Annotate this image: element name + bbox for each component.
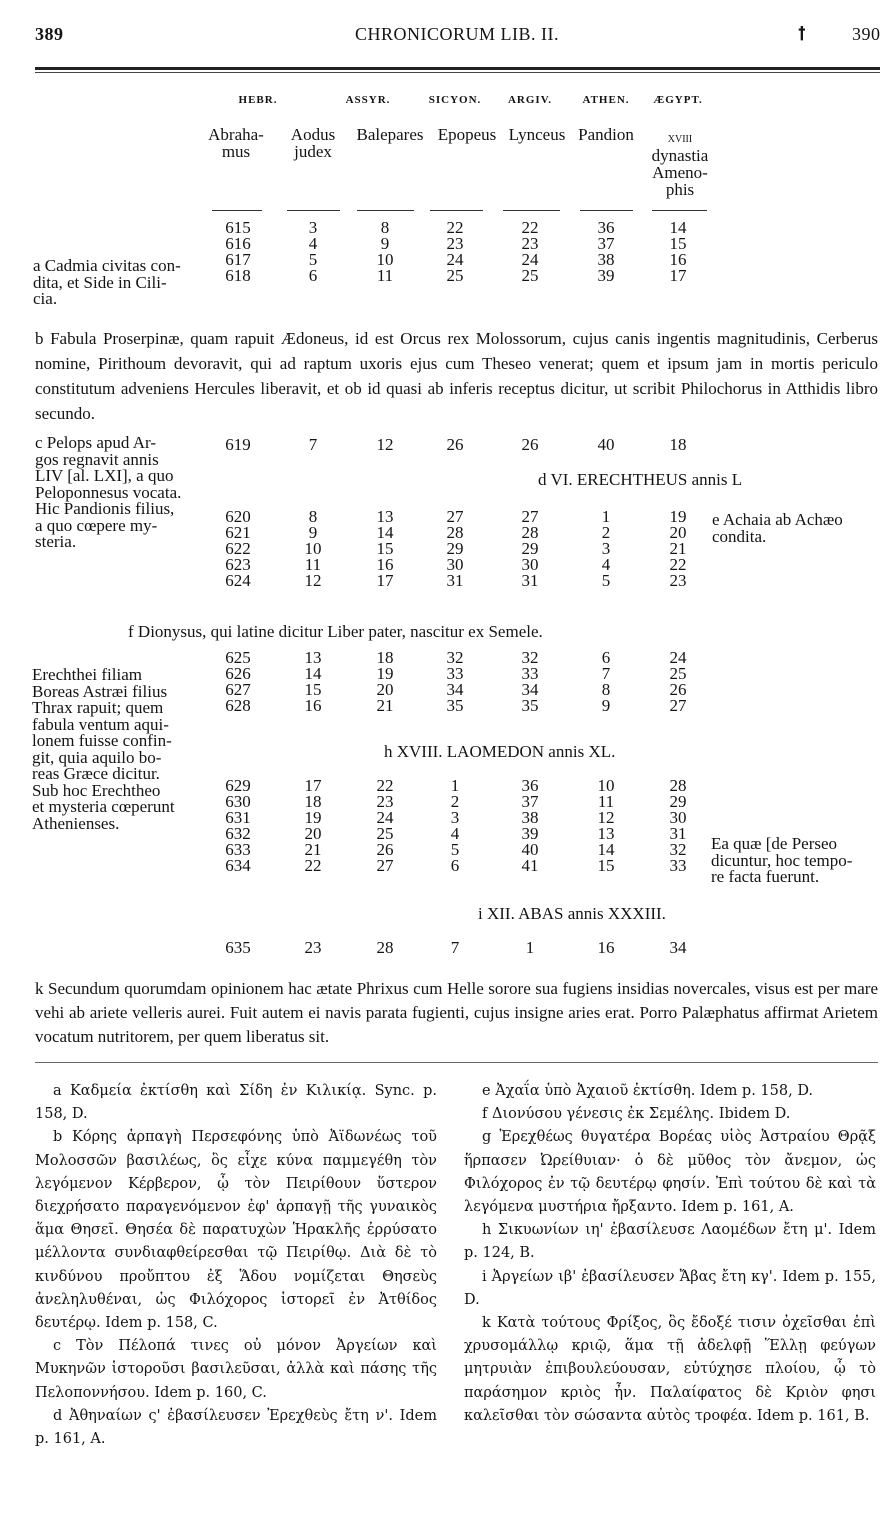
table-cell: 8 — [601, 680, 611, 699]
table-cell: 26 — [669, 680, 687, 699]
table-cell: 41 — [521, 856, 539, 875]
footnote-d: d Ἀθηναίων ς' ἐβασίλευσεν Ἐρεχθεὺς ἔτη ν'. Idem p. 161, A. — [35, 1407, 437, 1448]
table-cell: 16 — [669, 250, 687, 269]
table-cell: 10 — [597, 776, 615, 795]
table-cell: 37 — [597, 234, 615, 253]
table-cell: 17 — [304, 776, 322, 795]
column-underline — [652, 210, 707, 211]
table-cell: 20 — [304, 824, 322, 843]
table-cell: 1 — [601, 507, 611, 526]
table-cell: 20 — [376, 680, 394, 699]
column-underline — [430, 210, 483, 211]
table-cell: 13 — [376, 507, 394, 526]
table-cell: 28 — [521, 523, 539, 542]
table-cell: 34 — [521, 680, 539, 699]
table-cell: 621 — [225, 523, 251, 542]
table-cell: 625 — [225, 648, 251, 667]
side-note-perseus: Ea quæ [de Perseo dicuntur, hoc tempo- re facta fuerunt. — [711, 834, 853, 886]
table-cell: 6 — [601, 648, 611, 667]
table-cell: 17 — [376, 571, 394, 590]
king-name: Aodus judex — [290, 125, 336, 161]
table-cell: 7 — [450, 938, 460, 957]
reign-erechtheus: d VI. ERECHTHEUS annis L — [538, 470, 743, 489]
table-cell: 32 — [669, 840, 687, 859]
table-cell: 633 — [225, 840, 251, 859]
table-cell: 29 — [521, 539, 539, 558]
table-cell: 15 — [304, 680, 322, 699]
table-cell: 615 — [225, 218, 251, 237]
table-cell: 2 — [450, 792, 460, 811]
table-cell: 634 — [225, 856, 251, 875]
table-cell: 16 — [597, 938, 615, 957]
table-cell: 7 — [601, 664, 611, 683]
king-name: Pandion — [578, 125, 634, 144]
table-cell: 33 — [446, 664, 464, 683]
table-cell: 32 — [446, 648, 464, 667]
table-cell: 3 — [601, 539, 611, 558]
table-cell: 9 — [308, 523, 318, 542]
table-cell: 25 — [376, 824, 394, 843]
table-cell: 635 — [225, 938, 251, 957]
column-heading: SICYON. — [428, 94, 482, 106]
column-heading: ÆGYPT. — [653, 94, 703, 106]
table-cell: 3 — [450, 808, 460, 827]
table-cell: 19 — [304, 808, 322, 827]
footnotes-left — [35, 1080, 437, 1451]
table-cell: 23 — [669, 571, 687, 590]
table-cell: 27 — [376, 856, 394, 875]
table-cell: 27 — [446, 507, 464, 526]
footnote-f: f Διονύσου γένεσις ἐκ Σεμέλης. Ibidem D. — [482, 1106, 791, 1123]
table-cell: 8 — [380, 218, 390, 237]
table-cell: 13 — [304, 648, 322, 667]
table-cell: 4 — [308, 234, 318, 253]
table-cell: 7 — [308, 435, 318, 454]
table-cell: 3 — [308, 218, 318, 237]
table-cell: 11 — [376, 266, 394, 285]
table-cell: 36 — [597, 218, 615, 237]
table-cell: 22 — [521, 218, 539, 237]
table-cell: 626 — [225, 664, 251, 683]
table-cell: 14 — [597, 840, 615, 859]
table-cell: 36 — [521, 776, 539, 795]
table-cell: 21 — [304, 840, 322, 859]
table-cell: 19 — [376, 664, 394, 683]
table-cell: 623 — [225, 555, 251, 574]
table-cell: 617 — [225, 250, 251, 269]
footnote-k: k Κατὰ τούτους Φρίξος, ὃς ἔδοξέ τισιν ὀχεῖσθαι ἐπὶ χρυσομάλλῳ κριῷ, ἅμα τῇ ἀδελφῇ Ἕλλῃ φεύγων μητρυιὰν ἐπιβουλεύουσαν, εὐτύχησε πλοίου, ᾧ τὸ παράσημον κριὸς ἦν. Παλαίφατος δὲ Κριὸν φησι καλεῖσθαι τὸν σώσαντα αὐτὸς τροφέα. Idem p. 161, B. — [464, 1315, 876, 1424]
table-cell: 25 — [669, 664, 687, 683]
table-cell: 28 — [376, 938, 394, 957]
table-cell: 31 — [521, 571, 539, 590]
table-cell: 40 — [597, 435, 615, 454]
page-number-right: 390 — [852, 24, 881, 44]
table-cell: 630 — [225, 792, 251, 811]
table-cell: 21 — [669, 539, 687, 558]
table-cell: 23 — [376, 792, 394, 811]
column-heading: ASSYR. — [345, 94, 391, 106]
table-cell: 35 — [521, 696, 539, 715]
reign-laomedon: h XVIII. LAOMEDON annis XL. — [384, 742, 616, 761]
table-cell: 21 — [376, 696, 394, 715]
table-cell: 23 — [521, 234, 539, 253]
table-cell: 28 — [669, 776, 687, 795]
page-mark: ꝉ — [798, 24, 807, 44]
table-cell: 632 — [225, 824, 251, 843]
table-cell: 31 — [669, 824, 687, 843]
table-cell: 12 — [597, 808, 615, 827]
table-cell: 24 — [669, 648, 687, 667]
column-underline — [580, 210, 633, 211]
column-underline — [503, 210, 560, 211]
table-cell: 40 — [521, 840, 539, 859]
header-rule-thick — [35, 67, 880, 70]
table-cell: 31 — [446, 571, 464, 590]
header-rule-thin — [35, 72, 880, 73]
table-cell: 11 — [597, 792, 615, 811]
table-cell: 26 — [376, 840, 394, 859]
table-cell: 5 — [450, 840, 460, 859]
table-cell: 8 — [308, 507, 318, 526]
table-cell: 32 — [521, 648, 539, 667]
king-name: Balepares — [356, 125, 424, 144]
side-note-a: a Cadmia civitas con- dita, et Side in Cili- cia. — [33, 256, 181, 308]
footnote-h: h Σικυωνίων ιη' ἐβασίλευσε Λαομέδων ἔτη μ'. Idem p. 124, B. — [464, 1222, 876, 1262]
table-cell: 628 — [225, 696, 251, 715]
king-name: Epopeus — [437, 125, 497, 144]
table-cell: 14 — [304, 664, 322, 683]
table-cell: 629 — [225, 776, 251, 795]
table-cell: 23 — [304, 938, 322, 957]
column-underline — [357, 210, 414, 211]
column-heading: HEBR. — [238, 94, 278, 106]
table-cell: 22 — [304, 856, 322, 875]
footnote-rule — [35, 1062, 878, 1063]
table-cell: 16 — [304, 696, 322, 715]
table-cell: 12 — [376, 435, 394, 454]
paragraph-k: k Secundum quorumdam opinionem hac ætate Phrixus cum Helle sorore sua fugiens insidias novercales, visus est per mare vehi ab ariete velleris aurei. Fuit autem ei navis parata fugienti, cujus insigne aries erat. Porro Palæphatus affirmat Arietem vocatum nutritorem, per quem liberatus sit. — [35, 979, 878, 1046]
table-cell: 15 — [597, 856, 615, 875]
table-cell: 6 — [308, 266, 318, 285]
table-cell: 37 — [521, 792, 539, 811]
column-heading: ATHEN. — [582, 94, 630, 106]
table-cell: 22 — [376, 776, 394, 795]
king-name: xviii dynastia Ameno- phis — [651, 131, 709, 199]
table-cell: 26 — [446, 435, 464, 454]
table-cell: 624 — [225, 571, 251, 590]
table-cell: 27 — [669, 696, 687, 715]
table-cell: 10 — [376, 250, 394, 269]
page-number-left: 389 — [35, 24, 64, 44]
running-title: CHRONICORUM LIB. II. — [355, 24, 560, 44]
table-cell: 34 — [669, 938, 687, 957]
table-cell: 1 — [525, 938, 535, 957]
table-cell: 620 — [225, 507, 251, 526]
table-cell: 30 — [446, 555, 464, 574]
table-cell: 5 — [308, 250, 318, 269]
table-cell: 38 — [597, 250, 615, 269]
table-cell: 29 — [669, 792, 687, 811]
column-heading: ARGIV. — [507, 94, 553, 106]
table-cell: 25 — [521, 266, 539, 285]
table-cell: 30 — [669, 808, 687, 827]
table-cell: 27 — [521, 507, 539, 526]
table-cell: 22 — [669, 555, 687, 574]
table-cell: 39 — [597, 266, 615, 285]
table-cell: 618 — [225, 266, 251, 285]
table-cell: 35 — [446, 696, 464, 715]
table-cell: 24 — [521, 250, 539, 269]
table-cell: 619 — [225, 435, 251, 454]
table-cell: 24 — [446, 250, 464, 269]
footnote-i: i Ἀργείων ιβ' ἐβασίλευσεν Ἄβας ἔτη κγ'. Idem p. 155, D. — [464, 1268, 876, 1308]
table-cell: 12 — [304, 571, 322, 590]
table-cell: 30 — [521, 555, 539, 574]
footnote-e: e Ἀχαΐα ὑπὸ Ἀχαιοῦ ἐκτίσθη. Idem p. 158, D. — [482, 1083, 814, 1099]
table-cell: 38 — [521, 808, 539, 827]
table-cell: 13 — [597, 824, 615, 843]
table-cell: 17 — [669, 266, 687, 285]
table-cell: 18 — [376, 648, 394, 667]
table-cell: 25 — [446, 266, 464, 285]
table-cell: 19 — [669, 507, 687, 526]
footnote-a: a Καδμεία ἐκτίσθη καὶ Σίδη ἐν Κιλικίᾳ. Sync. p. 158, D. — [35, 1083, 437, 1123]
reign-abas: i XII. ABAS annis XXXIII. — [478, 904, 666, 923]
table-cell: 33 — [521, 664, 539, 683]
king-name: Abraha- mus — [208, 125, 264, 161]
paragraph-b: b Fabula Proserpinæ, quam rapuit Ædoneus, id est Orcus rex Molossorum, cujus canis ingentis magnitudinis, Cerberus nomine, Pirithoum devoravit, qui ad raptum uxoris ejus cum Theseo venerat; quem et ipsum jam in mortis periculo constitutum adveniens Hercules liberavit, et ob id quasi ab inferis receptus dicitur, ut scribit Philochorus in Atthidis libro secundo. — [35, 329, 878, 423]
table-cell: 622 — [225, 539, 251, 558]
table-cell: 10 — [304, 539, 322, 558]
table-cell: 627 — [225, 680, 251, 699]
table-cell: 33 — [669, 856, 687, 875]
king-name: Lynceus — [508, 125, 566, 144]
column-underline — [212, 210, 262, 211]
table-cell: 4 — [601, 555, 611, 574]
table-cell: 11 — [304, 555, 322, 574]
column-underline — [287, 210, 340, 211]
table-cell: 28 — [446, 523, 464, 542]
table-cell: 2 — [601, 523, 611, 542]
table-cell: 20 — [669, 523, 687, 542]
table-cell: 18 — [304, 792, 322, 811]
table-cell: 631 — [225, 808, 251, 827]
footnote-g: g Ἐρεχθέως θυγατέρα Βορέας υἱὸς Ἀστραίου Θρᾷξ ἥρπασεν Ὠρείθυιαν· ὁ δὲ μῦθος τὸν ἄνεμον, ὡς Φιλόχορος ἐν τῷ δευτέρῳ φησίν. Ἐπὶ τούτου δὲ καὶ τὰ λεγόμενα μυστήρια ἤρξαντο. Idem p. 161, A. — [464, 1129, 876, 1216]
table-cell: 16 — [376, 555, 394, 574]
table-cell: 1 — [450, 776, 460, 795]
side-note-g: Erechthei filiam Boreas Astræi filius Thrax rapuit; quem fabula ventum aqui- lonem fuisse confin- git, quia aquilo bo- reas Græce dicitur. Sub hoc Erechtheo et mysteria cœperunt Athenienses. — [32, 665, 175, 833]
table-cell: 24 — [376, 808, 394, 827]
table-cell: 9 — [601, 696, 611, 715]
table-cell: 29 — [446, 539, 464, 558]
table-cell: 9 — [380, 234, 390, 253]
footnotes-right — [464, 1080, 876, 1428]
table-cell: 18 — [669, 435, 687, 454]
footnote-c: c Τὸν Πέλοπά τινες οὐ μόνον Ἀργείων καὶ Μυκηνῶν ἱστοροῦσι βασιλεῦσαι, ἀλλὰ καὶ πάσης τῆς Πελοποννήσου. Idem p. 160, C. — [35, 1338, 437, 1401]
table-cell: 14 — [669, 218, 687, 237]
footnote-b: b Κόρης ἁρπαγὴ Περσεφόνης ὑπὸ Ἀϊδωνέως τοῦ Μολοσσῶν βασιλέως, ὃς εἶχε κύνα παμμεγέθη τὸν λεγόμενον Κέρβερον, ᾧ τὸν Πειρίθουν ὕστερον διεχρήσατο παραγενόμενον ἐφ' ἁρπαγῇ τῆς γυναικὸς ἅμα Θησεῖ. Θησέα δὲ παρατυχὼν Ἡρακλῆς ἐρρύσατο μέλλοντα συνδιαφθείρεσθαι τῷ Πειρίθῳ. Διὰ δὲ τὸ κινδύνου προὔπτου ἐξ Ἅδου νομίζεται Θησεὺς ἀνεληλυθέναι, ὡς Φιλόχορος ἱστορεῖ ἐν Ἀτθίδος δευτέρῳ. Idem p. 158, C. — [35, 1129, 437, 1332]
table-cell: 26 — [521, 435, 539, 454]
table-cell: 23 — [446, 234, 464, 253]
side-note-c: c Pelops apud Ar- gos regnavit annis LIV [al. LXI], a quo Peloponnesus vocata. Hic Pandionis filius, a quo cœpere my- steria. — [35, 433, 182, 551]
side-note-e: e Achaia ab Achæo condita. — [712, 510, 843, 546]
table-cell: 14 — [376, 523, 394, 542]
paragraph-f: f Dionysus, qui latine dicitur Liber pater, nascitur ex Semele. — [128, 622, 543, 641]
table-cell: 4 — [450, 824, 460, 843]
table-cell: 39 — [521, 824, 539, 843]
table-cell: 616 — [225, 234, 251, 253]
table-cell: 15 — [376, 539, 394, 558]
table-cell: 34 — [446, 680, 464, 699]
table-cell: 6 — [450, 856, 460, 875]
table-cell: 22 — [446, 218, 464, 237]
table-cell: 15 — [669, 234, 687, 253]
table-cell: 5 — [601, 571, 611, 590]
